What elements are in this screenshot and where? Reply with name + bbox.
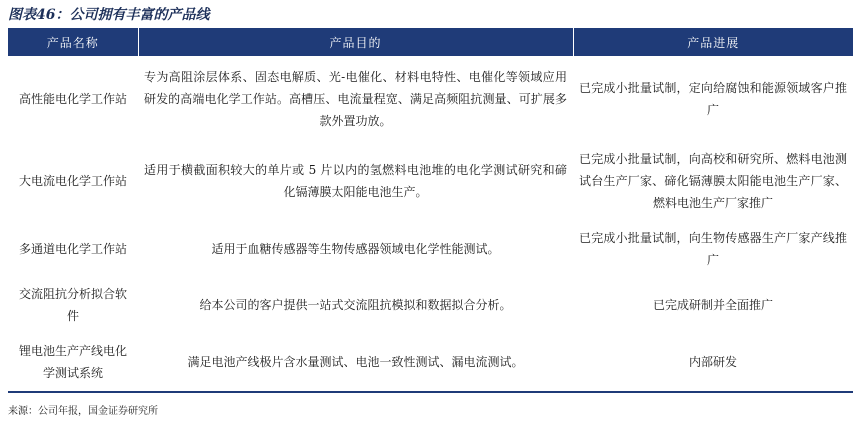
product-progress-cell: 内部研发 xyxy=(688,354,737,369)
product-name-cell: 锂电池生产产线电化学测试系统 xyxy=(18,343,127,380)
product-progress-cell: 已完成小批量试制，向生物传感器生产厂家产线推广 xyxy=(579,231,847,267)
table-row xyxy=(8,142,853,220)
table-header-row xyxy=(8,28,853,56)
product-goal-cell: 适用于血糖传感器等生物传感器领域电化学性能测试。 xyxy=(211,242,500,256)
product-name-cell: 多通道电化学工作站 xyxy=(18,242,127,256)
source-note: 来源：公司年报，国金证券研究所 xyxy=(8,406,158,417)
product-goal-cell: 适用于横截面积较大的单片或 5 片以内的氢燃料电池堆的电化学测试研究和碲化镉薄膜太阳能电池生产。 xyxy=(144,163,567,199)
table-row xyxy=(8,332,853,392)
product-progress-cell: 已完成研制并全面推广 xyxy=(652,298,773,312)
figure-title: 图表46：公司拥有丰富的产品线 xyxy=(8,7,210,23)
table-row xyxy=(8,56,853,142)
product-name-cell: 高性能电化学工作站 xyxy=(18,92,127,106)
product-name-cell: 大电流电化学工作站 xyxy=(18,174,127,188)
header-product-name: 产品名称 xyxy=(8,28,138,56)
product-goal-cell: 专为高阻涂层体系、固态电解质、光-电催化、材料电特性、电催化等领域应用研发的高端电化学工作站。高槽压、电流量程宽、满足高频阻抗测量、可扩展多款外置功放。 xyxy=(144,70,567,128)
table-row xyxy=(8,220,853,278)
product-progress-cell: 已完成小批量试制，向高校和研究所、燃料电池测试台生产厂家、碲化镉薄膜太阳能电池生产厂家、燃料电池生产厂家推广 xyxy=(579,152,847,210)
header-product-progress: 产品进展 xyxy=(573,28,853,56)
header-product-goal: 产品目的 xyxy=(138,28,573,56)
product-name-cell: 交流阻抗分析拟合软件 xyxy=(18,287,127,323)
table-row xyxy=(8,278,853,332)
product-goal-cell: 给本公司的客户提供一站式交流阻抗模拟和数据拟合分析。 xyxy=(199,298,512,312)
product-progress-cell: 已完成小批量试制，定向给腐蚀和能源领域客户推广 xyxy=(579,81,847,117)
product-line-table xyxy=(8,28,853,393)
product-goal-cell: 满足电池产线极片含水量测试、电池一致性测试、漏电流测试。 xyxy=(187,354,524,369)
